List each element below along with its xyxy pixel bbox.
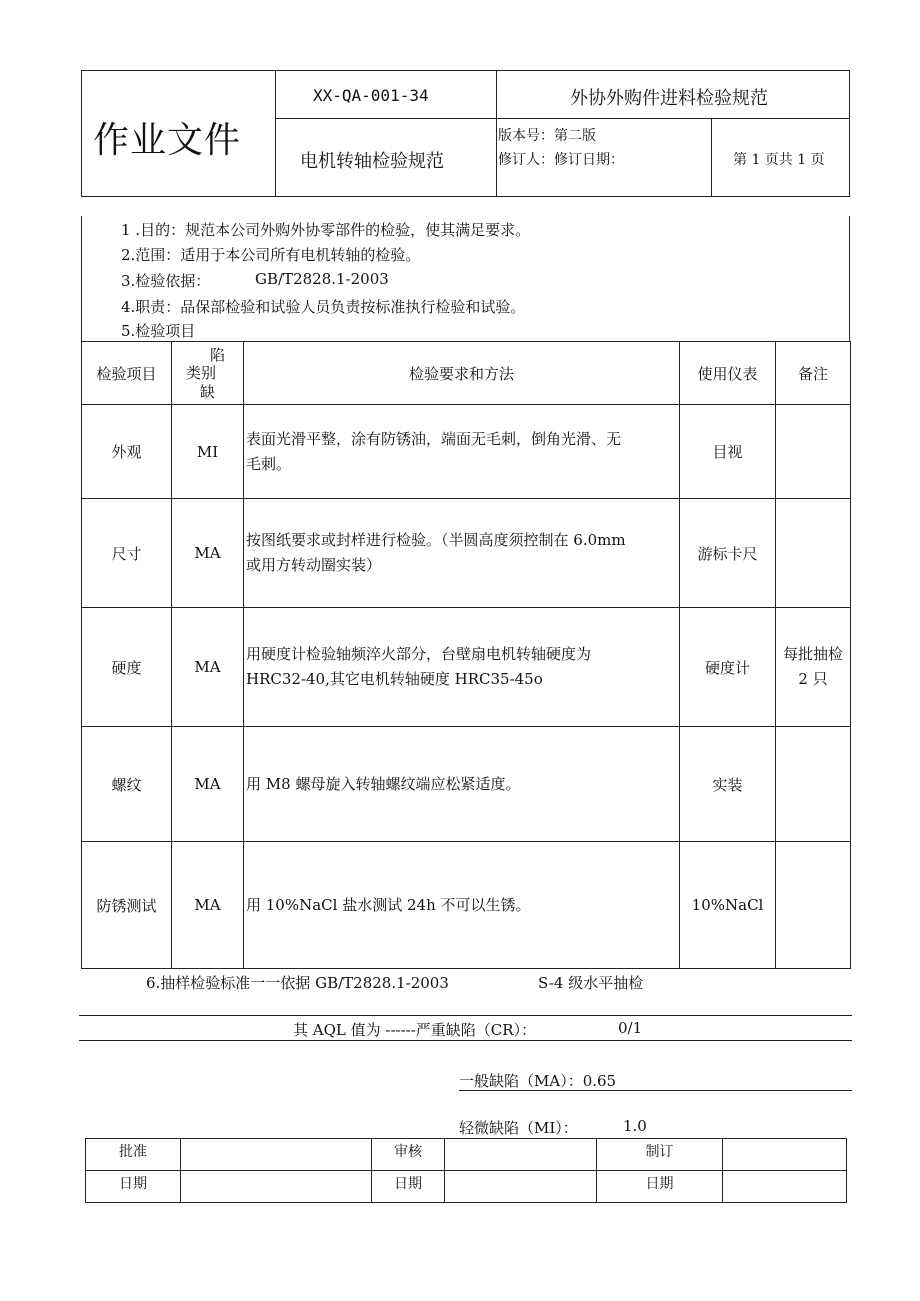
inspection-table <box>81 341 851 969</box>
row-remark-line: 2 只 <box>798 670 828 688</box>
section-duty: 4.职责：品保部检验和试验人员负责按标准执行检验和试验。 <box>121 298 526 316</box>
table-row <box>82 727 851 842</box>
row-method <box>244 499 680 608</box>
row-method-line: 按图纸要求或封样进行检验。（半圆高度须控制在 6.0mm <box>246 531 626 549</box>
row-remark <box>776 499 851 608</box>
row-item: 尺寸 <box>82 499 172 608</box>
approve-label: 批准 <box>86 1139 181 1171</box>
table-row <box>82 608 851 727</box>
doc-code: XX-QA-001-34 <box>313 86 429 105</box>
header-method: 检验要求和方法 <box>244 342 680 405</box>
row-instrument: 目视 <box>680 405 776 499</box>
row-remark <box>776 405 851 499</box>
header-remark: 备注 <box>776 342 851 405</box>
revision-label: 修订人：修订日期： <box>498 152 624 168</box>
row-defect: MA <box>172 842 244 969</box>
row-item: 螺纹 <box>82 727 172 842</box>
row-instrument: 硬度计 <box>680 608 776 727</box>
section-basis: 3.检验依据： <box>121 272 211 290</box>
row-method <box>244 727 680 842</box>
review-date-label: 日期 <box>372 1171 445 1203</box>
header-defect <box>172 342 244 405</box>
row-item: 外观 <box>82 405 172 499</box>
approve-date-label: 日期 <box>86 1171 181 1203</box>
row-remark <box>776 727 851 842</box>
row-method-line: HRC32-40,其它电机转轴硬度 HRC35-45o <box>246 670 543 688</box>
row-item: 防锈测试 <box>82 842 172 969</box>
signoff-table <box>85 1138 847 1203</box>
review-field[interactable] <box>445 1139 597 1171</box>
row-method <box>244 405 680 499</box>
row-remark <box>776 842 851 969</box>
row-item: 硬度 <box>82 608 172 727</box>
ma-label: 一般缺陷（MA）：0.65 <box>459 1072 617 1090</box>
approve-date-field[interactable] <box>181 1171 372 1203</box>
row-defect: MI <box>172 405 244 499</box>
review-label: 审核 <box>372 1139 445 1171</box>
prepare-date-label: 日期 <box>597 1171 723 1203</box>
table-row <box>82 499 851 608</box>
prepare-field[interactable] <box>723 1139 847 1171</box>
table-row <box>82 405 851 499</box>
prepare-date-field[interactable] <box>723 1171 847 1203</box>
page-label: 第 1 页共 1 页 <box>733 152 825 168</box>
header-defect-a: 陷 <box>210 346 226 364</box>
table-header-row <box>82 342 851 405</box>
row-instrument: 实装 <box>680 727 776 842</box>
cr-value: 0/1 <box>618 1019 643 1037</box>
approve-field[interactable] <box>181 1139 372 1171</box>
doc-type-title: 作业文件 <box>93 120 242 161</box>
section-items: 5.检验项目 <box>121 322 196 340</box>
row-instrument: 10%NaCl <box>680 842 776 969</box>
row-defect: MA <box>172 608 244 727</box>
header-defect-b: 类别 <box>186 364 217 382</box>
basis-standard: GB/T2828.1-2003 <box>255 270 389 288</box>
mi-value: 1.0 <box>623 1117 647 1135</box>
header-item: 检验项目 <box>82 342 172 405</box>
sub-title: 电机转轴检验规范 <box>300 151 444 172</box>
row-method-line: 毛刺。 <box>246 454 292 473</box>
row-defect: MA <box>172 499 244 608</box>
header-instrument: 使用仪表 <box>680 342 776 405</box>
version-label: 版本号：第二版 <box>498 128 596 144</box>
row-method-line: 用 10%NaCl 盐水测试 24h 不可以生锈。 <box>246 895 531 914</box>
sampling-line: 6.抽样检验标准一一依据 GB/T2828.1-2003 <box>146 974 449 992</box>
sampling-level: S-4 级水平抽检 <box>538 974 644 992</box>
table-row <box>82 842 851 969</box>
section-purpose: 1 .目的：规范本公司外购外协零部件的检验，使其满足要求。 <box>121 221 531 239</box>
row-instrument: 游标卡尺 <box>680 499 776 608</box>
row-defect: MA <box>172 727 244 842</box>
row-remark <box>776 608 851 727</box>
prepare-label: 制订 <box>597 1139 723 1171</box>
aql-prefix: 其 AQL 值为 ------严重缺陷（CR）： <box>293 1021 537 1039</box>
header-defect-c: 缺 <box>200 383 216 401</box>
doc-title: 外协外购件进料检验规范 <box>570 88 768 109</box>
row-method-line: 用 M8 螺母旋入转轴螺纹端应松紧适度。 <box>246 774 521 793</box>
section-scope: 2.范围：适用于本公司所有电机转轴的检验。 <box>121 246 421 264</box>
row-remark-line: 每批抽检 <box>782 645 843 663</box>
row-method <box>244 608 680 727</box>
review-date-field[interactable] <box>445 1171 597 1203</box>
row-method-line: 表面光滑平整，涂有防锈油，端面无毛刺，倒角光滑、无 <box>246 429 622 448</box>
row-method-line: 或用方转动圈实装） <box>246 556 382 574</box>
row-method-line: 用硬度计检验轴频淬火部分，台壁扇电机转轴硬度为 <box>246 645 592 663</box>
row-method <box>244 842 680 969</box>
mi-label: 轻微缺陷（MI）： <box>459 1119 578 1137</box>
